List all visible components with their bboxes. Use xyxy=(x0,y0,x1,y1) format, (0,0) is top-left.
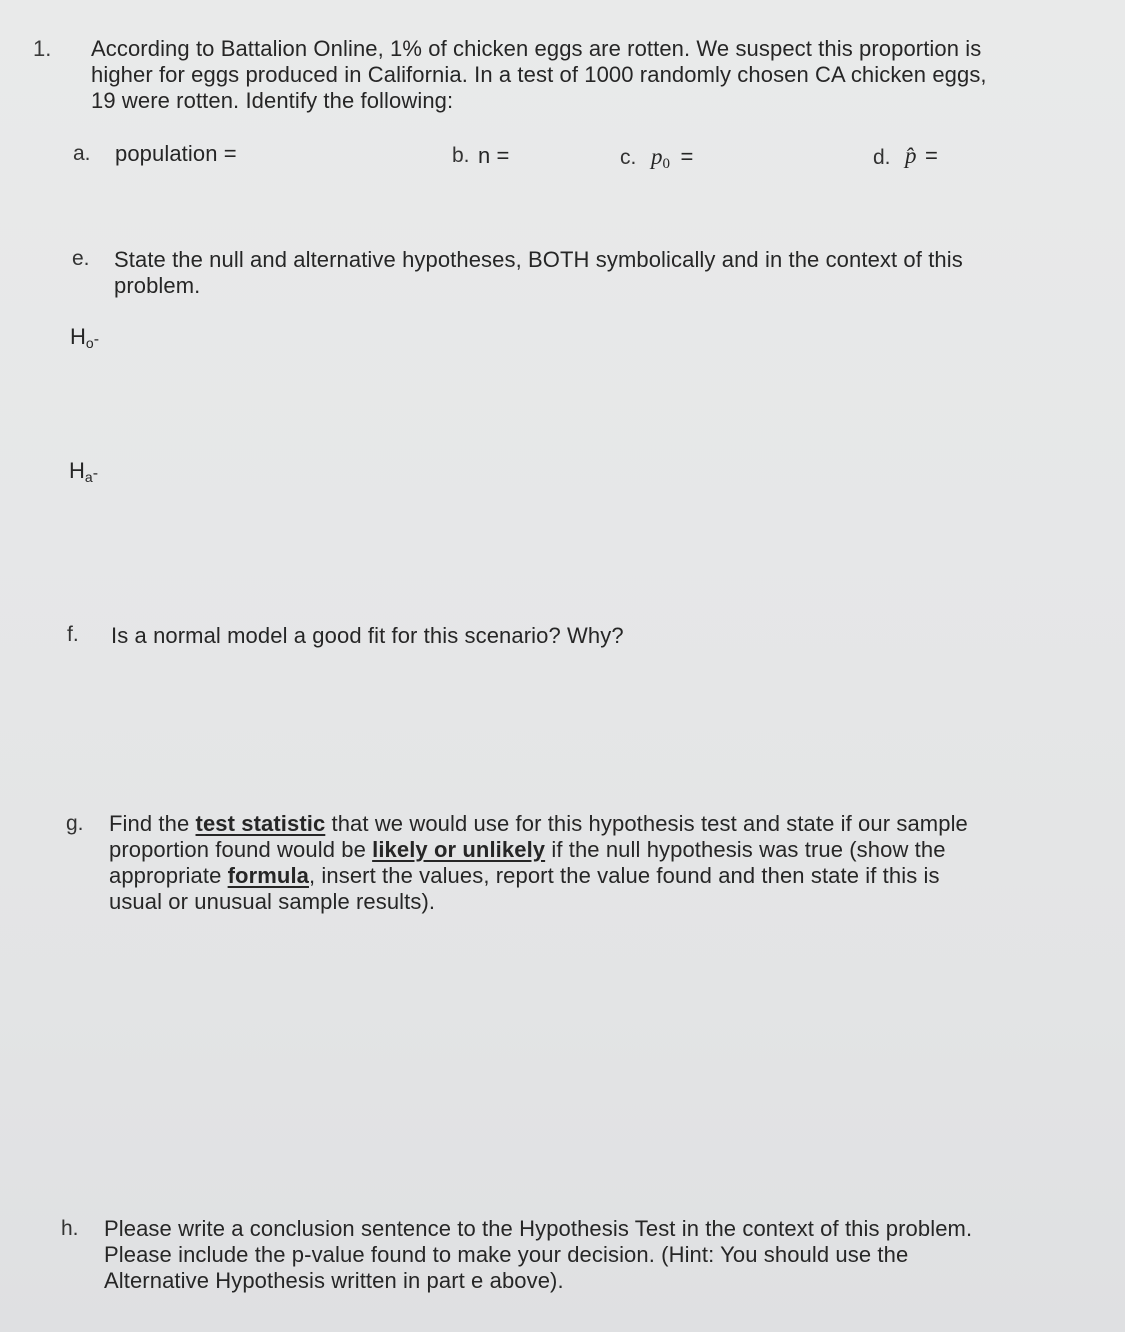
part-c-label: c. xyxy=(620,146,637,169)
part-g-line-4: usual or unusual sample results). xyxy=(109,889,436,914)
part-g-line-2: proportion found would be likely or unlikely if the null hypothesis was true (show the xyxy=(109,837,946,862)
part-d-label: d. xyxy=(873,146,891,169)
stem-line-1: According to Battalion Online, 1% of chicken eggs are rotten. We suspect this proportion is xyxy=(91,36,982,61)
test-statistic-emphasis: test statistic xyxy=(195,811,326,836)
part-h-prompt xyxy=(104,1216,972,1294)
part-e-label: e. xyxy=(72,247,90,270)
part-g-label: g. xyxy=(66,812,84,835)
alternative-hypothesis-label: $H_a-$ xyxy=(69,458,99,485)
part-g-prompt xyxy=(109,811,968,915)
part-e-line-2: problem. xyxy=(114,273,201,298)
part-h-line-3: Alternative Hypothesis written in part e above). xyxy=(104,1268,564,1293)
part-f-label: f. xyxy=(67,623,79,646)
part-g-line-3: appropriate formula, insert the values, report the value found and then state if this is xyxy=(109,863,940,888)
stem-line-3: 19 were rotten. Identify the following: xyxy=(91,88,454,113)
likely-unlikely-emphasis: likely or unlikely xyxy=(372,837,546,862)
part-h-label: h. xyxy=(61,1217,79,1240)
part-a-text: population = xyxy=(115,141,237,166)
question-number: 1. xyxy=(33,36,52,61)
p-null-subscript: 0 xyxy=(662,156,670,172)
p-hat-symbol: p̂ xyxy=(905,143,917,168)
p-null-symbol: p xyxy=(651,144,663,169)
formula-emphasis: formula xyxy=(227,863,309,888)
null-hypothesis-label: $H_o-$ xyxy=(70,324,100,351)
part-e-prompt xyxy=(114,247,963,299)
part-b-label: b. xyxy=(452,144,470,167)
stem-line-2: higher for eggs produced in California. In a test of 1000 randomly chosen CA chicken eggs, xyxy=(91,62,987,87)
part-e-line-1: State the null and alternative hypotheses, BOTH symbolically and in the context of this xyxy=(114,247,963,272)
part-d-equals: = xyxy=(924,143,938,168)
question-stem xyxy=(91,36,987,114)
part-d-math xyxy=(905,143,938,169)
part-g-line-1: Find the test statistic that we would use for this hypothesis test and state if our sample xyxy=(109,811,968,836)
part-h-line-1: Please write a conclusion sentence to the Hypothesis Test in the context of this problem. xyxy=(104,1216,973,1241)
part-a-label: a. xyxy=(73,142,91,165)
part-c-math xyxy=(651,144,693,173)
part-h-line-2: Please include the p-value found to make your decision. (Hint: You should use the xyxy=(104,1242,909,1267)
part-f-text: Is a normal model a good fit for this scenario? Why? xyxy=(111,623,624,648)
part-b-text: n = xyxy=(478,143,510,168)
part-c-equals: = xyxy=(680,144,694,169)
